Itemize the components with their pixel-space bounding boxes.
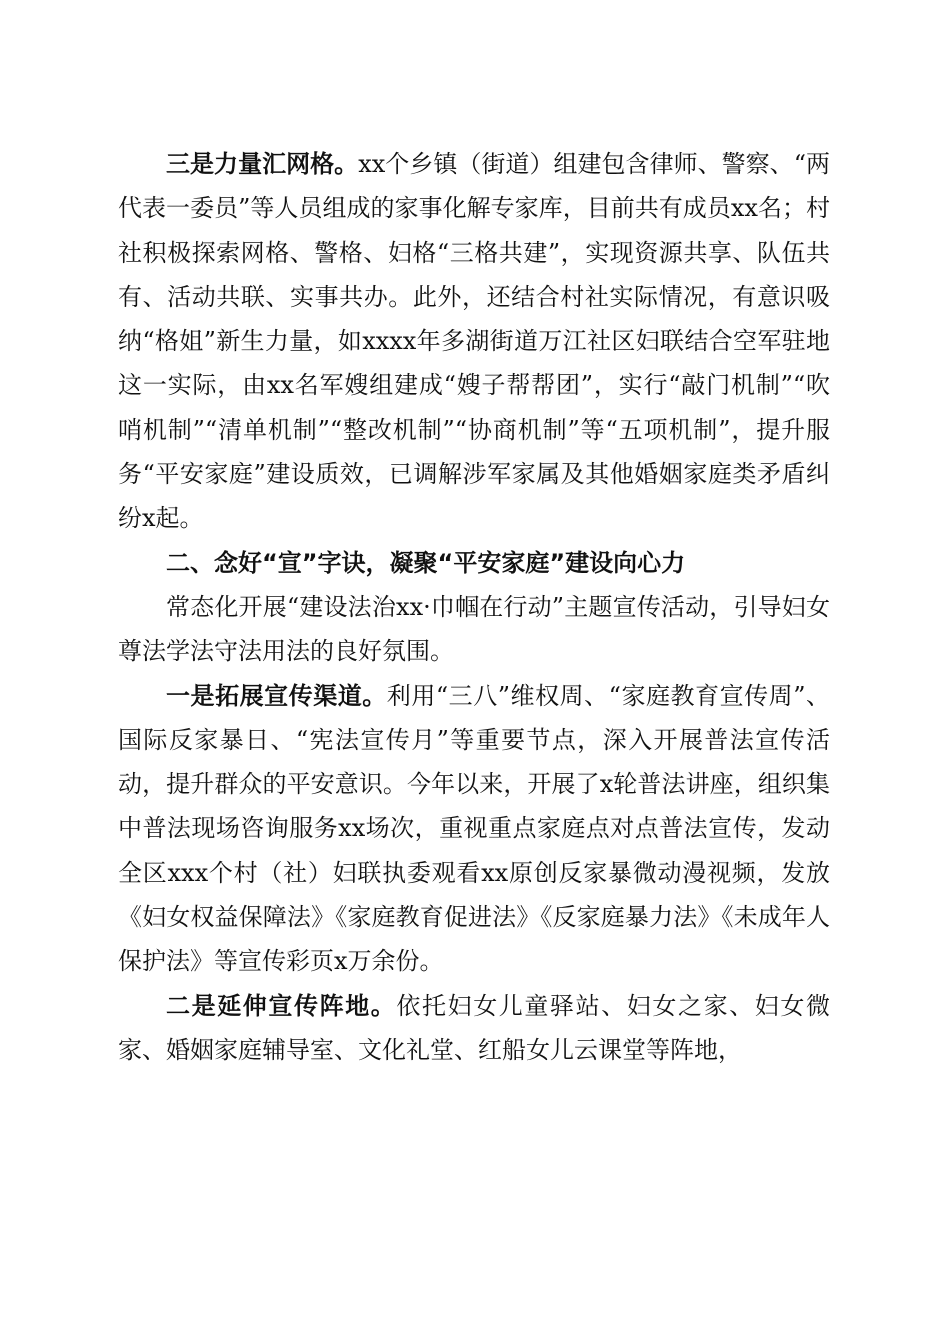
paragraph-text: 常态化开展“建设法治xx·巾帼在行动”主题宣传活动，引导妇女尊法学法守法用法的良好氛围。 (118, 592, 830, 666)
paragraph-channels (118, 674, 830, 984)
paragraph-positions (118, 984, 830, 1073)
paragraph-text: 利用“三八”维权周、“家庭教育宣传周”、国际反家暴日、“宪法宣传月”等重要节点，深入开展普法宣传活动，提升群众的平安意识。今年以来，开展了x轮普法讲座，组织集中普法现场咨询服务xx场次，重视重点家庭点对点普法宣传，发动全区xxx个村（社）妇联执委观看xx原创反家暴微动漫视频，发放《妇女权益保障法》《家庭教育促进法》《反家庭暴力法》《未成年人保护法》等宣传彩页x万余份。 (118, 681, 830, 976)
paragraph-intro (118, 585, 830, 674)
paragraph-force-grid (118, 142, 830, 541)
paragraph-lead: 二是延伸宣传阵地。 (166, 991, 397, 1020)
paragraph-lead: 三是力量汇网格。 (166, 150, 359, 178)
document-body (118, 142, 830, 1072)
paragraph-lead: 一是拓展宣传渠道。 (166, 681, 387, 710)
section-heading: 二、念好“宣”字诀，凝聚“平安家庭”建设向心力 (166, 548, 686, 577)
paragraph-text: xx个乡镇（街道）组建包含律师、警察、“两代表一委员”等人员组成的家事化解专家库，目前共有成员xx名；村社积极探索网格、警格、妇格“三格共建”，实现资源共享、队伍共有、活动共联、实事共办。此外，还结合村社实际情况，有意识吸纳“格姐”新生力量，如xxxx年多湖街道万江社区妇联结合空军驻地这一实际，由xx名军嫂组建成“嫂子帮帮团”，实行“敲门机制”“吹哨机制”“清单机制”“整改机制”“协商机制”等“五项机制”，提升服务“平安家庭”建设质效，已调解涉军家属及其他婚姻家庭类矛盾纠纷x起。 (118, 150, 831, 533)
paragraph-text: 依托妇女儿童驿站、妇女之家、妇女微家、婚姻家庭辅导室、文化礼堂、红船女儿云课堂等阵地， (118, 991, 831, 1064)
